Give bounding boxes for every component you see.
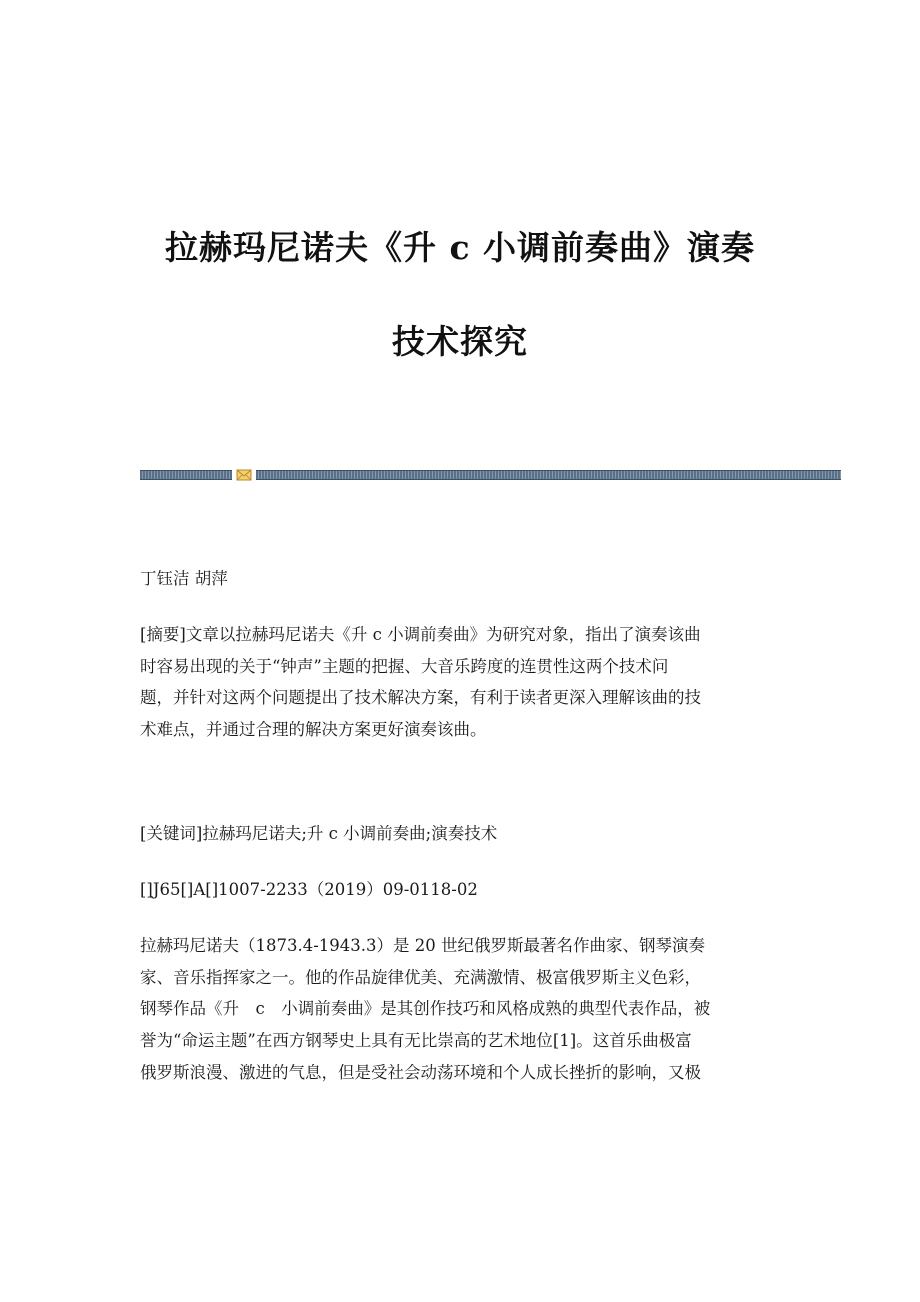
body-line: 誉为“命运主题”在西方钢琴史上具有无比崇高的艺术地位[1]。这首乐曲极富 (140, 1031, 692, 1051)
abstract (140, 619, 780, 746)
classification-line: []J65[]A[]1007-2233（2019）09-0118-02 (140, 880, 478, 899)
body-line: 拉赫玛尼诺夫（1873.4-1943.3）是 20 世纪俄罗斯最著名作曲家、钢琴演奏 (140, 936, 706, 955)
body-line: 钢琴作品《升 c 小调前奏曲》是其创作技巧和风格成熟的典型代表作品，被 (140, 999, 711, 1019)
title-divider-left (140, 470, 232, 480)
title-line-1: 拉赫玛尼诺夫《升 c 小调前奏曲》演奏 (164, 228, 756, 267)
body-paragraph (140, 930, 780, 1088)
title-divider-right (256, 470, 841, 480)
abstract-line: 时容易出现的关于“钟声”主题的把握、大音乐跨度的连贯性这两个技术问 (140, 656, 669, 676)
title-line-2: 技术探究 (392, 322, 528, 361)
abstract-line: 题，并针对这两个问题提出了技术解决方案，有利于读者更深入理解该曲的技 (140, 688, 701, 708)
authors-line: 丁钰洁 胡萍 (140, 569, 228, 588)
classification-codes (140, 874, 780, 906)
abstract-line: [摘要]文章以拉赫玛尼诺夫《升 c 小调前奏曲》为研究对象，指出了演奏该曲 (140, 625, 701, 644)
envelope-ornament-icon (236, 468, 252, 482)
keywords-line: [关键词]拉赫玛尼诺夫;升 c 小调前奏曲;演奏技术 (140, 824, 498, 843)
body-line: 俄罗斯浪漫、激进的气息，但是受社会动荡环境和个人成长挫折的影响，又极 (140, 1062, 701, 1082)
abstract-line: 术难点，并通过合理的解决方案更好演奏该曲。 (140, 720, 487, 740)
keywords (140, 818, 780, 850)
authors (140, 563, 780, 595)
body-line: 家、音乐指挥家之一。他的作品旋律优美、充满激情、极富俄罗斯主义色彩， (140, 967, 701, 987)
